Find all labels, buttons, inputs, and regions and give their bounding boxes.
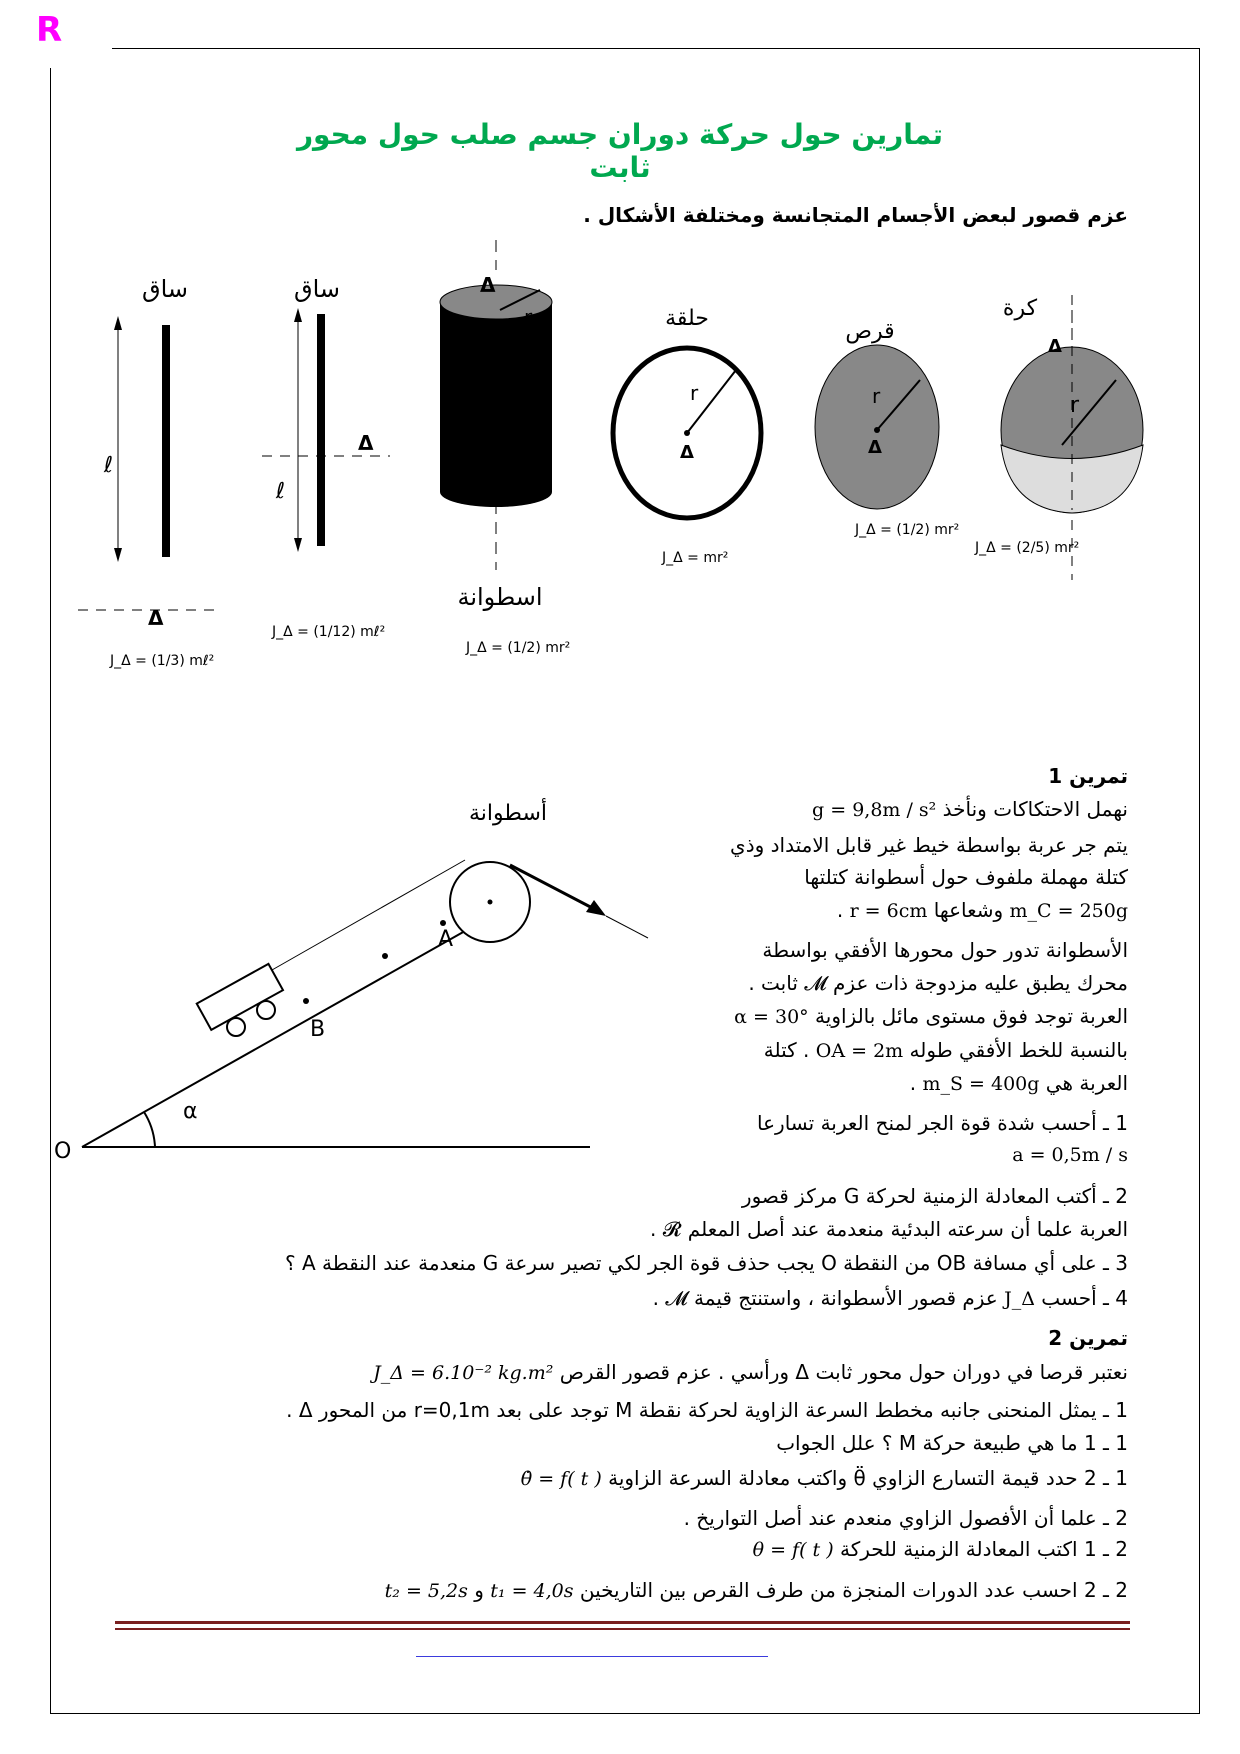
ex2-angular-velocity-eq: θ̇ = f( t ) xyxy=(520,1468,602,1490)
point-B xyxy=(303,998,309,1004)
ex1-line8-end: . كتلة xyxy=(763,1038,810,1062)
string xyxy=(272,860,465,970)
ex1-mass-cart: m_S = 400g xyxy=(922,1073,1040,1095)
cylinder-radius-symbol: r xyxy=(524,305,533,329)
rod2-bar xyxy=(317,314,325,546)
ex2-para7-text: 2 ـ 2 احسب عدد الدورات المنجزة من طرف القرص بين التاريخين xyxy=(579,1578,1128,1602)
ex1-heading: تمرين 1 xyxy=(1048,764,1128,788)
angle-arc xyxy=(144,1112,155,1147)
disk-formula: J_Δ = (1/2) mr² xyxy=(855,522,960,538)
blue-link-line xyxy=(416,1656,768,1657)
ex2-para6-text: 2 ـ 1 اكتب المعادلة الزمنية للحركة xyxy=(839,1537,1128,1561)
point-B-label: B xyxy=(310,1017,326,1042)
cylinder-top xyxy=(440,285,552,319)
ex2-para7 xyxy=(385,1578,1128,1602)
rod1-axis-symbol: Δ xyxy=(148,606,164,630)
ex2-para5: 2 ـ علما أن الأفصول الزاوي منعدم عند أصل التواريخ . xyxy=(683,1506,1128,1530)
rod2-length-symbol: ℓ xyxy=(276,479,286,504)
ex1-question4-math: J_Δ xyxy=(1004,1288,1035,1310)
frame-bottom-line xyxy=(50,1713,1200,1714)
disk-label: قرص xyxy=(845,319,895,344)
rod1-bar xyxy=(162,325,170,557)
pull-force-arrowhead xyxy=(586,900,606,916)
page-title: تمارين حول حركة دوران جسم صلب حول محور ثابت xyxy=(296,118,944,184)
rod2-formula: J_Δ = (1/12) mℓ² xyxy=(272,624,386,640)
ex1-line6: محرك يطبق عليه مزدوجة ذات عزم 𝓜 ثابت . xyxy=(748,971,1128,995)
ex1-question1: 1 ـ أحسب شدة قوة الجر لمنح العربة تسارعا xyxy=(757,1111,1128,1135)
cylinder-formula: J_Δ = (1/2) mr² xyxy=(466,640,571,656)
ring-formula: J_Δ = mr² xyxy=(662,550,729,566)
rod2-label: ساق xyxy=(293,275,341,303)
point-A-label: A xyxy=(438,927,454,952)
rod1-arrow-bottom xyxy=(114,548,122,562)
ex2-para1 xyxy=(373,1360,1128,1384)
cylinder-body xyxy=(440,302,552,492)
angle-label: α xyxy=(183,1099,198,1124)
sphere-axis-symbol: Δ xyxy=(1048,336,1062,357)
cylinder-pulley-center xyxy=(488,900,493,905)
ex1-line1-text: نهمل الاحتكاكات ونأخذ xyxy=(942,797,1128,821)
rod1-label: ساق xyxy=(141,275,189,303)
cylinder-label: اسطوانة xyxy=(457,583,543,611)
ex1-line8-text: بالنسبة للخط الأفقي طوله xyxy=(909,1038,1128,1062)
ex2-para4 xyxy=(521,1466,1128,1490)
disk-radius-symbol: r xyxy=(872,384,881,408)
frame-top-line xyxy=(112,48,1200,49)
ex1-question2b: العربة علما أن سرعته البدئية منعدمة عند أصل المعلم 𝓡 . xyxy=(650,1217,1128,1241)
ex2-para2: 1 ـ يمثل المنحنى جانبه مخطط السرعة الزاوية لحركة نقطة M توجد على بعد r=0,1m من المحور Δ . xyxy=(286,1398,1128,1422)
ex2-para3: 1 ـ 1 ما هي طبيعة حركة M ؟ علل الجواب xyxy=(776,1431,1128,1455)
ex1-line1 xyxy=(812,797,1128,821)
moments-of-inertia-figure xyxy=(0,240,1240,700)
ex1-line8 xyxy=(764,1038,1128,1062)
sphere-radius-symbol: r xyxy=(1070,393,1080,418)
ex1-question1-math xyxy=(1012,1142,1128,1166)
ex1-question3: 3 ـ على أي مسافة OB من النقطة O يجب حذف قوة الجر لكي تصير سرعة G منعدمة عند النقطة A ؟ xyxy=(284,1251,1128,1275)
ex1-line9 xyxy=(910,1071,1128,1095)
ex1-acceleration: a = 0,5m / s xyxy=(1012,1144,1128,1166)
ex1-g-value: g = 9,8m / s² xyxy=(812,799,937,821)
bottom-separator-2 xyxy=(115,1628,1130,1630)
rod1-length-symbol: ℓ xyxy=(104,453,114,478)
rod1-formula: J_Δ = (1/3) mℓ² xyxy=(110,653,215,669)
sphere-label: كرة xyxy=(1002,296,1038,321)
cylinder-axis-symbol: Δ xyxy=(480,273,496,297)
point-A xyxy=(440,920,446,926)
ex1-line7-text: العربة توجد فوق مستوى مائل بالزاوية xyxy=(815,1004,1128,1028)
point-O-label: O xyxy=(54,1139,72,1160)
ex2-angle-eq: θ = f( t ) xyxy=(752,1539,834,1561)
ex1-question4-text2: عزم قصور الأسطوانة ، واستنتج قيمة 𝓜 . xyxy=(652,1286,998,1310)
rod2-arrow-bottom xyxy=(294,538,302,552)
ex1-line4-text: وشعاعها xyxy=(933,898,1004,922)
string-continuation xyxy=(606,916,648,938)
logo: R xyxy=(36,10,63,50)
disk-axis-symbol: Δ xyxy=(868,437,882,458)
ex2-para6 xyxy=(753,1537,1128,1561)
ex1-line4-end: . xyxy=(836,898,844,922)
rod2-arrow-top xyxy=(294,308,302,322)
ring-label: حلقة xyxy=(665,306,709,331)
ex1-line3: كتلة مهملة ملفوف حول أسطوانة كتلتها xyxy=(804,865,1128,889)
ex1-radius: r = 6cm xyxy=(849,900,928,922)
ex1-line9-text: العربة هي xyxy=(1045,1071,1128,1095)
ex2-inertia-value: J_Δ = 6.10⁻² kg.m² xyxy=(373,1362,554,1384)
intro-text: عزم قصور لبعض الأجسام المتجانسة ومختلفة الأشكال . xyxy=(583,203,1128,227)
cart-wheel-1 xyxy=(227,1018,245,1036)
ex1-line4 xyxy=(837,898,1128,922)
ex2-heading: تمرين 2 xyxy=(1048,1326,1128,1350)
ex1-line9-end: . xyxy=(909,1071,917,1095)
inclined-plane-figure xyxy=(40,790,660,1160)
ex1-line5: الأسطوانة تدور حول محورها الأفقي بواسطة xyxy=(762,938,1128,962)
ring-axis-symbol: Δ xyxy=(680,442,694,463)
inclined-plane xyxy=(82,900,520,1147)
sphere-formula: J_Δ = (2/5) mr² xyxy=(975,540,1080,556)
ex1-question4-text1: 4 ـ أحسب xyxy=(1041,1286,1128,1310)
ex1-mass-cylinder: m_C = 250g xyxy=(1009,900,1128,922)
bottom-separator-1 xyxy=(115,1621,1130,1624)
point-mid xyxy=(382,953,388,959)
ex1-question2a: 2 ـ أكتب المعادلة الزمنية لحركة G مركز قصور xyxy=(741,1184,1128,1208)
ex2-and: و xyxy=(474,1578,484,1602)
ex2-para4-text: 1 ـ 2 حدد قيمة التسارع الزاوي θ̈ واكتب معادلة السرعة الزاوية xyxy=(608,1466,1128,1490)
ex1-question4 xyxy=(653,1286,1128,1310)
cylinder-pulley-label: أسطوانة xyxy=(469,801,547,826)
cylinder-bottom xyxy=(440,477,552,507)
cart-wheel-2 xyxy=(257,1001,275,1019)
ex1-line2: يتم جر عربة بواسطة خيط غير قابل الامتداد وذي xyxy=(730,833,1128,857)
ex1-angle-value: α = 30° xyxy=(734,1006,809,1028)
ex2-para1-text: نعتبر قرصا في دوران حول محور ثابت Δ ورأسي . عزم قصور القرص xyxy=(559,1360,1128,1384)
rod2-axis-symbol: Δ xyxy=(358,431,374,455)
rod1-arrow-top xyxy=(114,316,122,330)
ex2-t2: t₂ = 5,2s xyxy=(384,1580,468,1602)
ex2-t1: t₁ = 4,0s xyxy=(490,1580,574,1602)
ex1-OA-value: OA = 2m xyxy=(815,1040,904,1062)
ex1-line7 xyxy=(734,1004,1128,1028)
ring-radius-symbol: r xyxy=(690,381,699,405)
